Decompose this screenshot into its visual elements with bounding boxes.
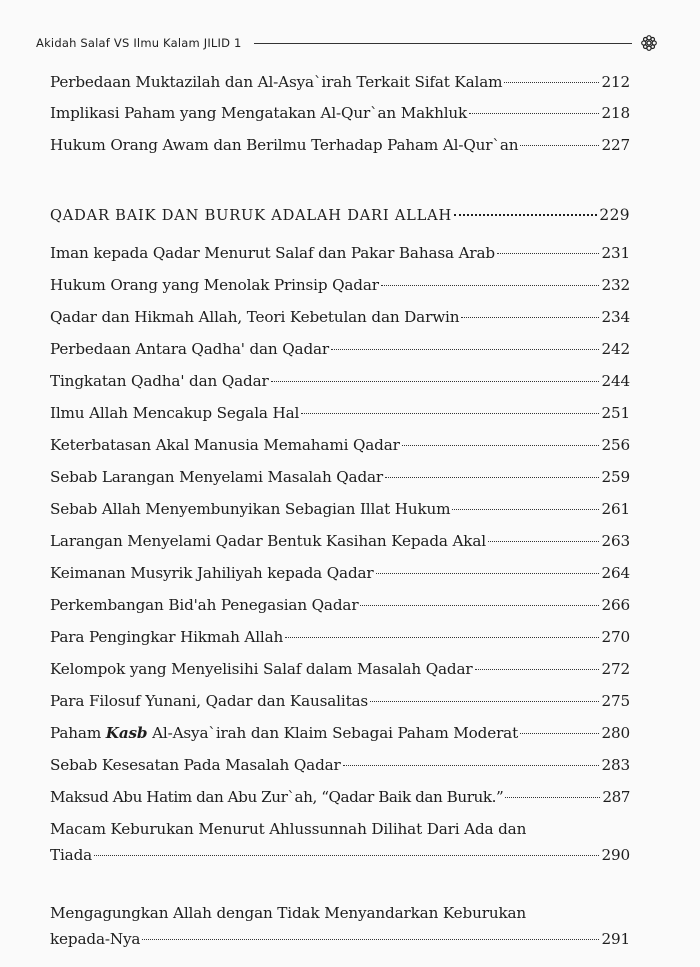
toc-entry-page: 291	[601, 930, 630, 948]
leader-dots	[285, 637, 599, 638]
toc-entry-page: 290	[601, 846, 630, 864]
toc-entry-title: Perbedaan Antara Qadha' dan Qadar	[50, 340, 330, 358]
toc-entry-page: 244	[601, 372, 630, 390]
toc-entry-wrapped[interactable]	[50, 816, 630, 868]
toc-entry[interactable]	[50, 592, 630, 618]
section-title: QADAR BAIK DAN BURUK ADALAH DARI ALLAH	[50, 207, 453, 224]
toc-entry[interactable]	[50, 752, 630, 778]
toc-entry[interactable]	[50, 132, 630, 158]
running-header	[36, 34, 658, 52]
title-prefix: Paham	[50, 724, 106, 742]
leader-dots	[142, 939, 599, 940]
toc-entry[interactable]	[50, 720, 630, 746]
toc-entry-page: 280	[601, 724, 630, 742]
toc-entry-page: 261	[601, 500, 630, 518]
toc-entry-page: 266	[601, 596, 630, 614]
toc-entry[interactable]	[50, 624, 630, 650]
toc-entry-page: 231	[601, 244, 630, 262]
toc-entry-title: Maksud Abu Hatim dan Abu Zur`ah, “Qadar Baik dan Buruk.”	[50, 788, 504, 806]
leader-dots	[475, 669, 600, 670]
leader-dots	[452, 509, 599, 510]
toc-entry[interactable]	[50, 100, 630, 126]
toc-entry-title: Keimanan Musyrik Jahiliyah kepada Qadar	[50, 564, 374, 582]
toc-entry-page: 256	[601, 436, 630, 454]
leader-dots	[376, 573, 600, 574]
leader-dots	[454, 214, 597, 216]
toc-entry[interactable]	[50, 400, 630, 426]
toc-entry[interactable]	[50, 560, 630, 586]
header-rule	[254, 43, 632, 44]
leader-dots	[360, 605, 599, 606]
toc-entry[interactable]	[50, 432, 630, 458]
title-emphasis: Kasb	[105, 724, 148, 742]
toc-entry-page: 242	[601, 340, 630, 358]
toc-entry-page: 218	[601, 104, 630, 122]
toc-entry-page: 272	[601, 660, 630, 678]
leader-dots	[381, 285, 600, 286]
toc-entry-page: 259	[601, 468, 630, 486]
leader-dots	[520, 733, 599, 734]
leader-dots	[271, 381, 600, 382]
leader-dots	[301, 413, 599, 414]
toc-entry-title: Sebab Kesesatan Pada Masalah Qadar	[50, 756, 341, 774]
leader-dots	[343, 765, 600, 766]
toc-entry-line2	[50, 842, 630, 868]
leader-dots	[469, 113, 599, 114]
floral-ornament-icon	[640, 34, 658, 52]
leader-dots	[520, 145, 599, 146]
toc-entry-page: 251	[601, 404, 630, 422]
leader-dots	[461, 317, 599, 318]
toc-entry-page: 270	[601, 628, 630, 646]
toc-entry-title: Perbedaan Muktazilah dan Al-Asya`irah Terkait Sifat Kalam	[50, 73, 503, 91]
toc-entry[interactable]	[50, 688, 630, 714]
toc-entry[interactable]	[50, 304, 630, 330]
toc-entry-page: 263	[601, 532, 630, 550]
toc-entry[interactable]	[50, 69, 630, 95]
toc-entry-page: 212	[601, 73, 630, 91]
toc-entry-title: Sebab Allah Menyembunyikan Sebagian Illat Hukum	[50, 500, 451, 518]
header-title: Akidah Salaf VS Ilmu Kalam JILID 1	[36, 36, 242, 50]
toc-entry[interactable]	[50, 464, 630, 490]
toc-entry-page: 275	[601, 692, 630, 710]
toc-entry-page: 227	[601, 136, 630, 154]
leader-dots	[504, 82, 599, 83]
toc-entry[interactable]	[50, 528, 630, 554]
leader-dots	[94, 855, 599, 856]
toc-entry[interactable]	[50, 784, 630, 810]
leader-dots	[497, 253, 599, 254]
leader-dots	[488, 541, 599, 542]
toc-entry[interactable]	[50, 240, 630, 266]
toc-entry-page: 232	[601, 276, 630, 294]
toc-entry-title: Iman kepada Qadar Menurut Salaf dan Pakar Bahasa Arab	[50, 244, 496, 262]
toc-entry-title: Ilmu Allah Mencakup Segala Hal	[50, 404, 300, 422]
toc-entry-page: 264	[601, 564, 630, 582]
toc-entry-title-line1: Mengagungkan Allah dengan Tidak Menyandarkan Keburukan	[50, 904, 527, 922]
toc-entry-title: Sebab Larangan Menyelami Masalah Qadar	[50, 468, 384, 486]
toc-entry-title-line1: Macam Keburukan Menurut Ahlussunnah Dilihat Dari Ada dan	[50, 820, 527, 838]
toc-entry-title: Keterbatasan Akal Manusia Memahami Qadar	[50, 436, 400, 454]
toc-section-heading[interactable]	[50, 202, 630, 228]
toc-entry-title: Perkembangan Bid'ah Penegasian Qadar	[50, 596, 359, 614]
title-suffix: Al-Asya`irah dan Klaim Sebagai Paham Moderat	[147, 724, 519, 742]
toc-entry-title: Hukum Orang yang Menolak Prinsip Qadar	[50, 276, 379, 294]
toc-entry-title-line2: Tiada	[50, 846, 93, 864]
section-page: 229	[599, 206, 630, 224]
toc-entry-title: Hukum Orang Awam dan Berilmu Terhadap Paham Al-Qur`an	[50, 136, 519, 154]
leader-dots	[331, 349, 599, 350]
toc-entry-title: Para Pengingkar Hikmah Allah	[50, 628, 284, 646]
toc-entry[interactable]	[50, 496, 630, 522]
toc-entry[interactable]	[50, 656, 630, 682]
leader-dots	[505, 797, 600, 798]
toc-entry-title-line2: kepada-Nya	[50, 930, 141, 948]
toc-entry-page: 283	[601, 756, 630, 774]
toc-entry-line2	[50, 926, 630, 952]
leader-dots	[370, 701, 599, 702]
toc-entry-title: Larangan Menyelami Qadar Bentuk Kasihan Kepada Akal	[50, 532, 486, 550]
toc-entry-page: 287	[602, 788, 630, 806]
leader-dots	[385, 477, 599, 478]
toc-entry-title	[50, 720, 518, 746]
toc-entry[interactable]	[50, 336, 630, 362]
toc-entry-title: Implikasi Paham yang Mengatakan Al-Qur`an Makhluk	[50, 104, 468, 122]
leader-dots	[402, 445, 600, 446]
toc-entry[interactable]	[50, 368, 630, 394]
toc-entry-title: Tingkatan Qadha' dan Qadar	[50, 372, 269, 390]
toc-entry-title: Para Filosuf Yunani, Qadar dan Kausalitas	[50, 692, 369, 710]
toc-entry[interactable]	[50, 272, 630, 298]
toc-entry-wrapped[interactable]	[50, 900, 630, 952]
toc-entry-page: 234	[601, 308, 630, 326]
toc-entry-title: Kelompok yang Menyelisihi Salaf dalam Masalah Qadar	[50, 660, 473, 678]
toc-entry-title: Qadar dan Hikmah Allah, Teori Kebetulan dan Darwin	[50, 308, 460, 326]
